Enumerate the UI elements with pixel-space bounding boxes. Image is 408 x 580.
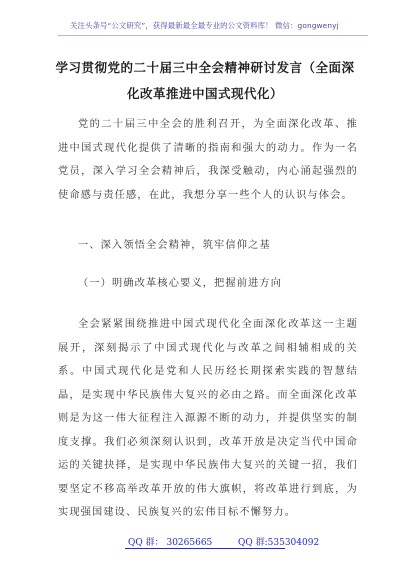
footer-qq-group-2: QQ 群:535304092 (238, 538, 320, 548)
header-divider (58, 35, 368, 36)
footer-underline (125, 548, 285, 549)
footer-qq-group-1: QQ 群： 30265665 (128, 538, 213, 548)
body-paragraph: 全会紧紧围绕推进中国式现代化全面深化改革这一主题展开，深刻揭示了中国式现代化与改革之间相辅相成的关系。中国式现代化是党和人民历经长期探索实践的智慧结晶，是实现中华民族伟大复兴的必由之路。而全面深化改革则是为这一伟大征程注入源源不断的动力，并提供坚实的制度支撑。我们必须深刻认识到，改革开放是决定当代中国命运的关键抉择，是实现中华民族伟大复兴的关键一招，我们要坚定不移高举改革开放的伟大旗帜，将改革进行到底，为实现强国建设、民族复兴的宏伟目标不懈努力。 (58, 319, 358, 518)
footer (0, 535, 408, 553)
subsection-heading: （一）明确改革核心要义，把握前进方向 (78, 278, 283, 289)
intro-paragraph: 党的二十届三中全会的胜利召开，为全面深化改革、推进中国式现代化提供了清晰的指南和强大的动力。作为一名党员，深入学习全会精神后，我深受触动，内心涌起强烈的使命感与责任感，在此，我想分享一些个人的认识与体会。 (58, 119, 358, 201)
document-title: 学习贯彻党的二十届三中全会精神研讨发言（全面深化改革推进中国式现代化） (55, 60, 355, 101)
section-heading: 一、深入领悟全会精神，筑牢信仰之基 (78, 240, 271, 251)
header-banner: 关注头条号“公文研究”，获得最新最全最专业的公文资料库！ 微信：gongwenyj (70, 21, 339, 30)
